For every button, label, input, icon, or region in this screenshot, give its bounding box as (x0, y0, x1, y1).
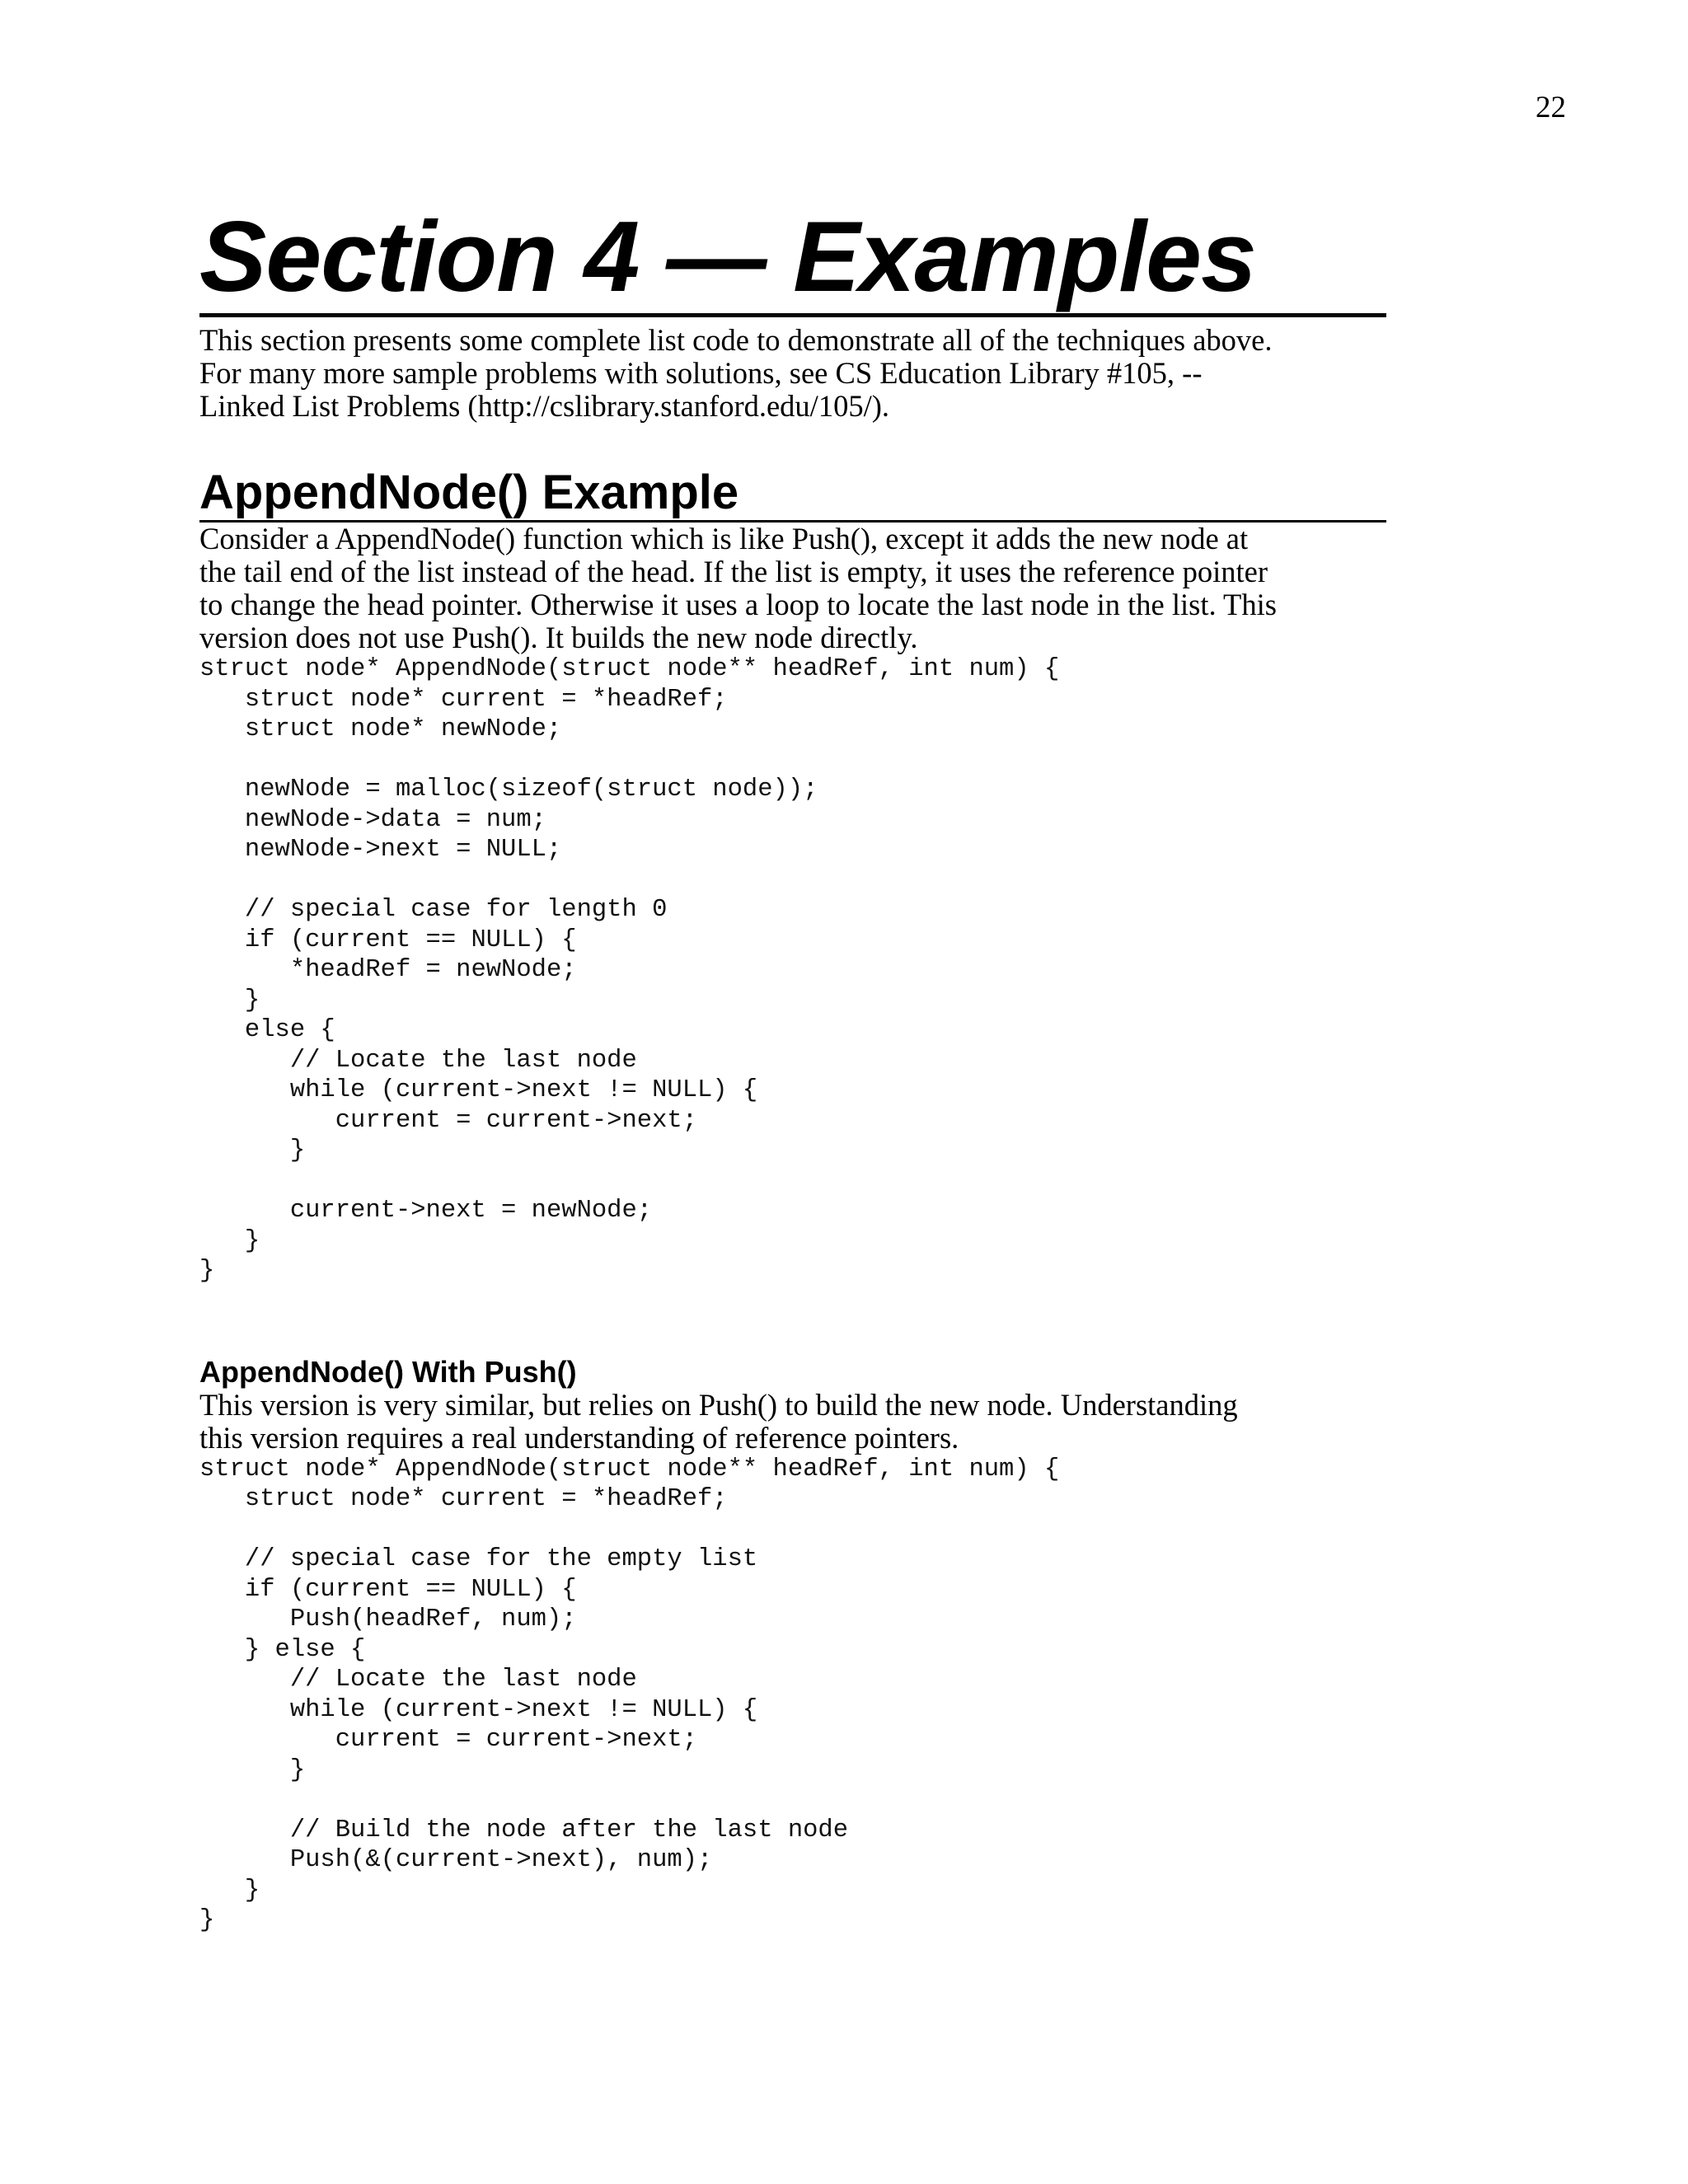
append-example-code-block: struct node* AppendNode(struct node** headRef, int num) { struct node* current = *headRef; struct node* newNode; newNode = malloc(sizeof(struct node)); newNode->data = num; newNode->next = NULL; // special case for length 0 if (current == NULL) { *headRef = newNode; } else { // Locate the last node while (current->next != NULL) { current = current->next; } current->next = newNode; } } (199, 655, 1060, 1285)
intro-paragraph: This section presents some complete list code to demonstrate all of the techniques above. For many more sample problems with solutions, see CS Education Library #105, -- Linked List Problems (http://cslibrary.stanford.edu/105/). (199, 323, 1273, 423)
append-example-description: Consider a AppendNode() function which is like Push(), except it adds the new node at the tail end of the list instead of the head. If the list is empty, it uses the reference pointer to change the head pointer. Otherwise it uses a loop to locate the last node in the list. This version does not use Push(). It builds the new node directly. (199, 522, 1277, 654)
page-content (199, 200, 1386, 1936)
append-example-heading: AppendNode() Example (199, 469, 1386, 523)
page-number: 22 (1536, 91, 1566, 124)
append-with-push-code-block: struct node* AppendNode(struct node** headRef, int num) { struct node* current = *headRef; // special case for the empty list if (current == NULL) { Push(headRef, num); } else { // Locate the last node while (current->next != NULL) { current = current->next; } // Build the node after the last node Push(&(current->next), num); } } (199, 1455, 1060, 1934)
section-title: Section 4 — Examples (199, 206, 1386, 317)
append-with-push-description: This version is very similar, but relies on Push() to build the new node. Understanding this version requires a real understanding of reference pointers. (199, 1387, 1238, 1455)
append-with-push-heading: AppendNode() With Push() (199, 1354, 577, 1389)
